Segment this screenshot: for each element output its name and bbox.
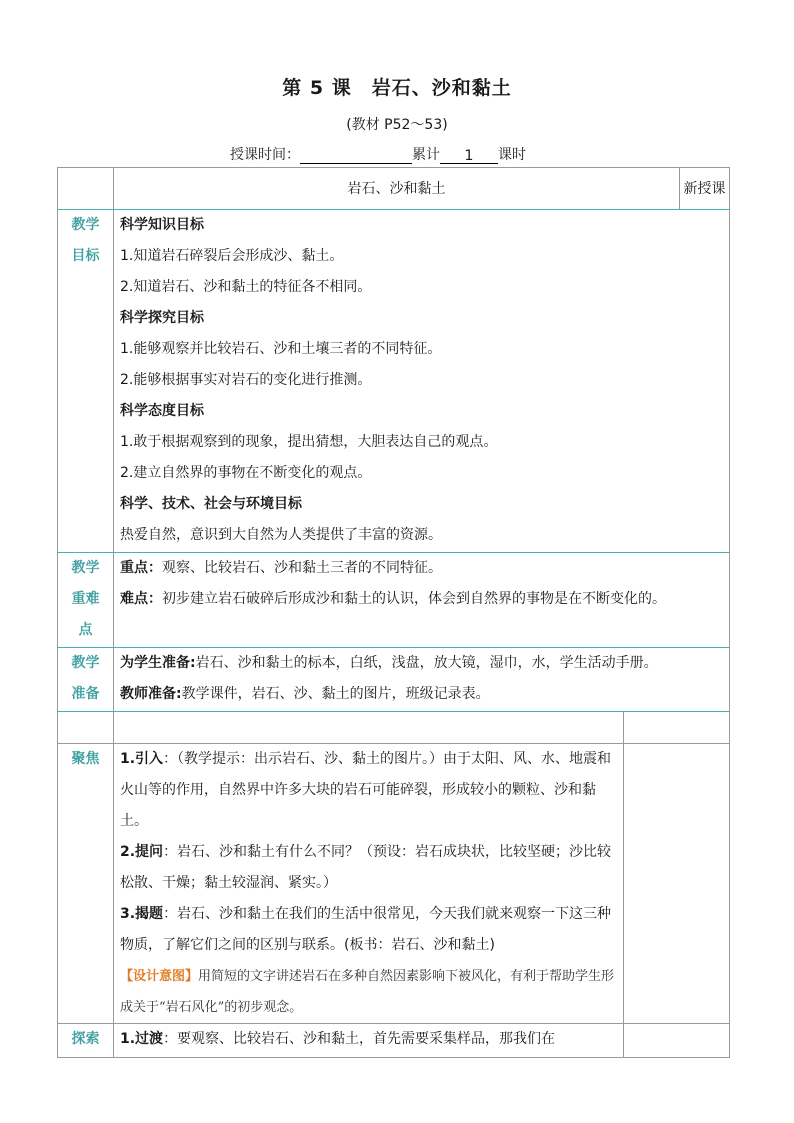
lesson-time-line [230, 144, 526, 164]
design-intent-text: 用简短的文字讲述岩石在多种自然因素影响下被风化，有利于帮助学生形成关于“岩石风化”的初步观念。 [120, 969, 615, 1015]
goal-heading: 科学态度目标 [120, 403, 204, 419]
focus-content-cell [114, 744, 624, 1024]
transition-text: ：要观察、比较岩石、沙和黏土，首先需要采集样品，那我们在 [163, 1031, 556, 1047]
goal-item: 2.能够根据事实对岩石的变化进行推测。 [120, 372, 372, 388]
key-label: 重点： [120, 560, 162, 576]
reveal-label: 3.揭题 [120, 906, 164, 922]
lesson-type-cell: 新授课 [680, 168, 730, 210]
lesson-title: 第 5 课 岩石、沙和黏土 [282, 77, 512, 99]
goal-heading: 科学知识目标 [120, 217, 204, 233]
goal-item: 2.知道岩石、沙和黏土的特征各不相同。 [120, 279, 372, 295]
lesson-plan-table [57, 167, 730, 1058]
difficulty-text: 初步建立岩石破碎后形成沙和黏土的认识，体会到自然界的事物是在不断变化的。 [162, 591, 666, 607]
intro-text: ：（教学提示：出示岩石、沙、黏土的图片。）由于太阳、风、水、地震和火山等的作用，自然界中许多大块的岩石可能碎裂，形成较小的颗粒、沙和黏土。 [120, 751, 612, 829]
focus-notes-cell [624, 744, 730, 1024]
goal-item: 1.能够观察并比较岩石、沙和土壤三者的不同特征。 [120, 341, 442, 357]
reveal-text: ：岩石、沙和黏土在我们的生活中很常见，今天我们就来观察一下这三种物质，了解它们之间的区别与联系。(板书：岩石、沙和黏土) [120, 906, 612, 953]
prep-label-cell: 教学 准备 [58, 648, 114, 712]
transition-label: 1.过渡 [120, 1031, 164, 1047]
goal-heading: 科学、技术、社会与环境目标 [120, 496, 302, 512]
topic-cell: 岩石、沙和黏土 [114, 168, 680, 210]
goal-heading: 科学探究目标 [120, 310, 204, 326]
explore-label-cell: 探索 [58, 1024, 114, 1058]
explore-content-cell [114, 1024, 624, 1058]
difficulty-label: 难点： [120, 591, 162, 607]
textbook-pages: (教材 P52～53) [346, 117, 448, 133]
spacer-cell [624, 712, 730, 744]
key-text: 观察、比较岩石、沙和黏土三者的不同特征。 [162, 560, 442, 576]
spacer-cell [114, 712, 624, 744]
period-label: 课时 [498, 147, 526, 163]
design-intent-tag: 【设计意图】 [120, 969, 199, 984]
goal-item: 1.知道岩石碎裂后会形成沙、黏土。 [120, 248, 344, 264]
topic-corner-cell [58, 168, 114, 210]
goal-item: 热爱自然，意识到大自然为人类提供了丰富的资源。 [120, 527, 442, 543]
goal-item: 2.建立自然界的事物在不断变化的观点。 [120, 465, 372, 481]
time-blank[interactable] [300, 148, 412, 164]
time-label: 授课时间： [230, 147, 300, 163]
cumulative-label: 累计 [412, 147, 440, 163]
teacher-prep-text: 教学课件，岩石、沙、黏土的图片，班级记录表。 [181, 686, 490, 702]
key-points-label-cell: 教学 重难 点 [58, 553, 114, 648]
question-text: ：岩石、沙和黏土有什么不同？（预设：岩石成块状，比较坚硬；沙比较松散、干燥；黏土较湿润、紧实。） [120, 844, 612, 891]
goals-label-cell: 教学 目标 [58, 210, 114, 553]
focus-label-cell: 聚焦 [58, 744, 114, 1024]
cumulative-value: 1 [440, 148, 498, 164]
explore-notes-cell [624, 1024, 730, 1058]
intro-label: 1.引入 [120, 751, 164, 767]
spacer-cell [58, 712, 114, 744]
key-points-content-cell [114, 553, 730, 648]
goals-content-cell [114, 210, 730, 553]
student-prep-label: 为学生准备: [120, 655, 196, 671]
goal-item: 1.敢于根据观察到的现象，提出猜想，大胆表达自己的观点。 [120, 434, 498, 450]
question-label: 2.提问 [120, 844, 164, 860]
teacher-prep-label: 教师准备: [120, 686, 182, 702]
prep-content-cell [114, 648, 730, 712]
student-prep-text: 岩石、沙和黏土的标本，白纸，浅盘，放大镜，湿巾，水，学生活动手册。 [195, 655, 658, 671]
